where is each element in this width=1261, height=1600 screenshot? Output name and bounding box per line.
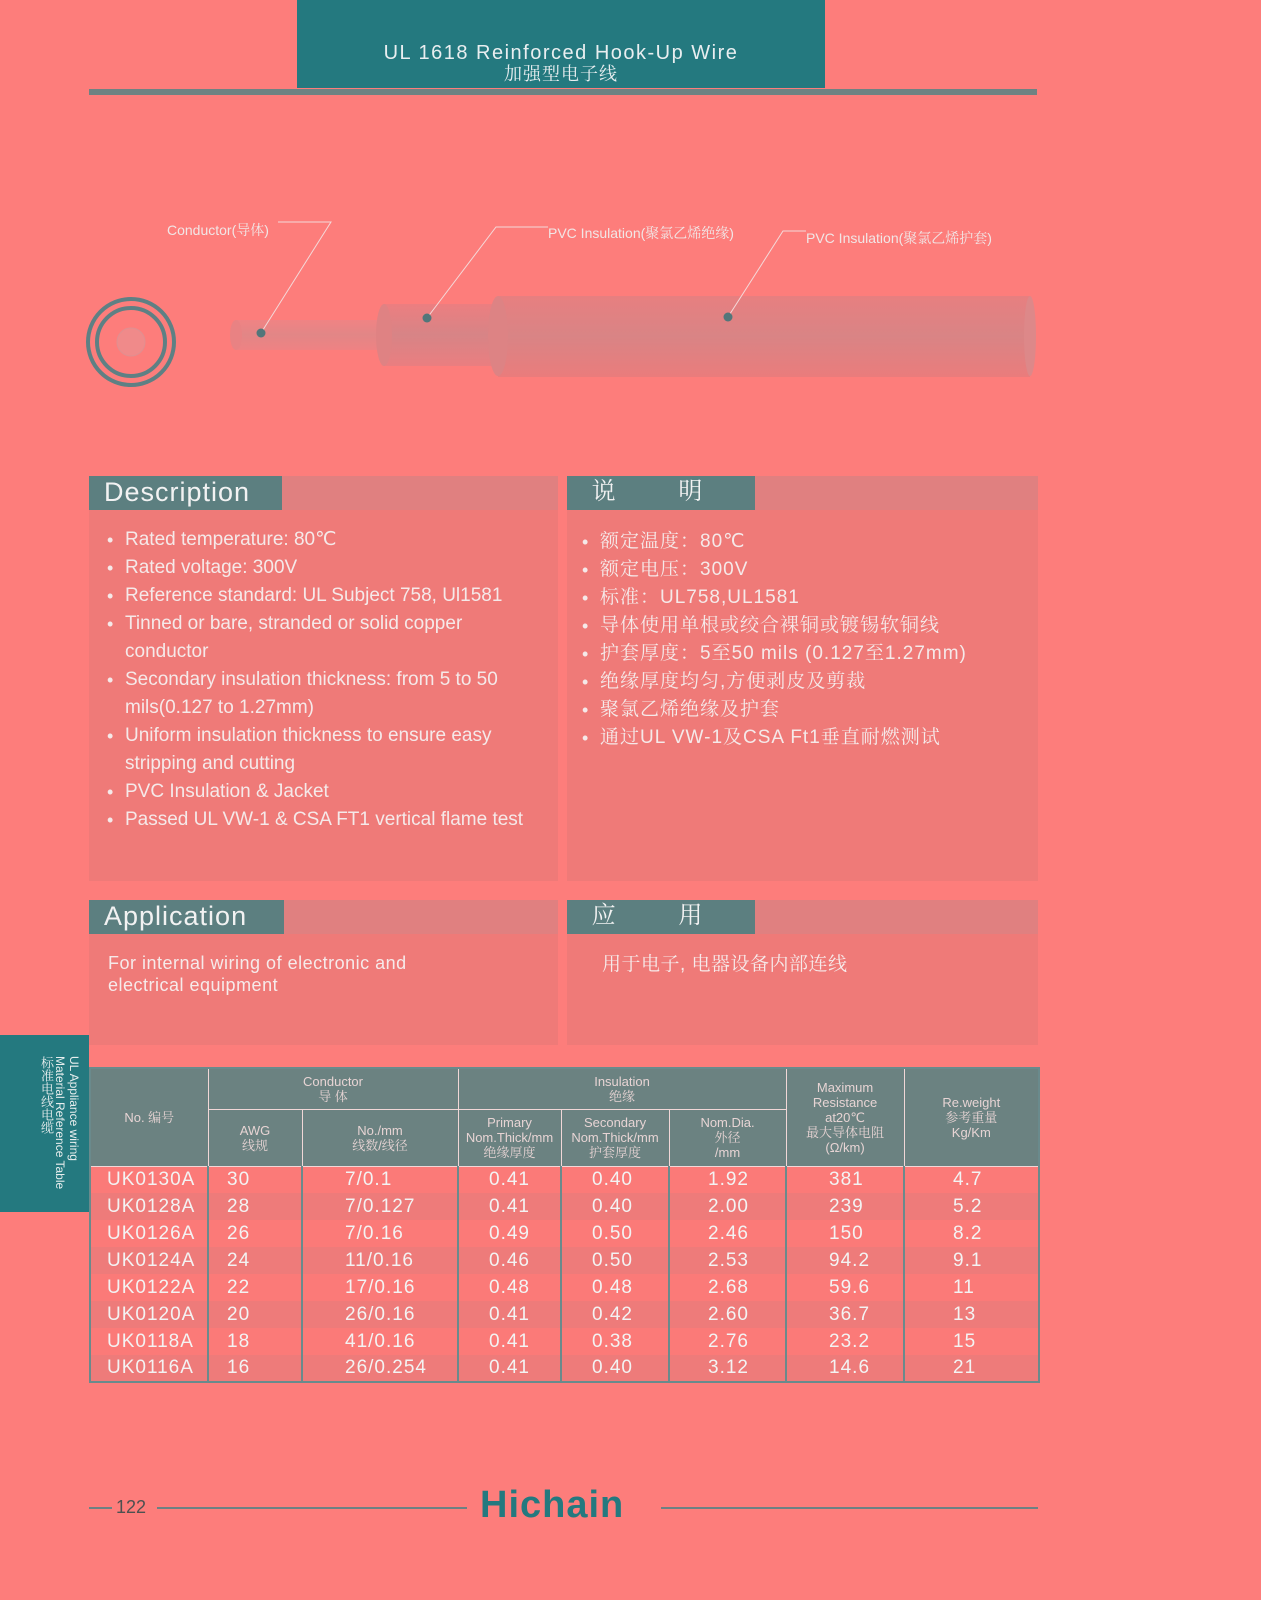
cell-diameter: 2.46 — [669, 1220, 786, 1247]
cell-strands: 7/0.127 — [302, 1193, 458, 1220]
cell-secondary: 0.42 — [561, 1301, 669, 1328]
header-weight: Re.weight 参考重量 Kg/Km — [904, 1068, 1039, 1166]
cell-model: UK0130A — [90, 1166, 208, 1193]
list-item: • 聚氯乙烯绝缘及护套 — [580, 696, 1030, 724]
footer-rule — [157, 1507, 467, 1509]
cell-primary: 0.41 — [458, 1355, 561, 1382]
description-list-cn — [580, 528, 1030, 752]
cell-primary: 0.41 — [458, 1328, 561, 1355]
page-number: 122 — [116, 1497, 147, 1517]
cell-diameter: 1.92 — [669, 1166, 786, 1193]
cell-primary: 0.41 — [458, 1193, 561, 1220]
brand-logo: Hichain — [480, 1484, 625, 1526]
table-row — [90, 1355, 1039, 1382]
header-max-resistance: Maximum Resistance at20℃ 最大导体电阻 (Ω/km) — [786, 1068, 904, 1166]
list-item: • Passed UL VW-1 & CSA FT1 vertical flame test — [105, 806, 545, 834]
description-panel-cn — [567, 476, 1038, 881]
cell-secondary: 0.50 — [561, 1247, 669, 1274]
cell-weight: 15 — [904, 1328, 1039, 1355]
cell-strands: 26/0.254 — [302, 1355, 458, 1382]
cell-model: UK0120A — [90, 1301, 208, 1328]
cell-resistance: 59.6 — [786, 1274, 904, 1301]
cell-resistance: 14.6 — [786, 1355, 904, 1382]
cell-diameter: 2.60 — [669, 1301, 786, 1328]
table-row — [90, 1220, 1039, 1247]
header-no-mm: No./mm 线数/线径 — [302, 1109, 458, 1166]
header-primary: Primary Nom.Thick/mm 绝缘厚度 — [458, 1109, 561, 1166]
cell-model: UK0126A — [90, 1220, 208, 1247]
cell-weight: 11 — [904, 1274, 1039, 1301]
cell-awg: 28 — [208, 1193, 302, 1220]
cell-secondary: 0.40 — [561, 1166, 669, 1193]
cell-primary: 0.41 — [458, 1166, 561, 1193]
list-item: • Tinned or bare, stranded or solid copper conductor — [105, 610, 545, 666]
cell-resistance: 94.2 — [786, 1247, 904, 1274]
callout-conductor: Conductor(导体) — [167, 222, 269, 238]
list-item: • 绝缘厚度均匀,方便剥皮及剪裁 — [580, 668, 1030, 696]
description-heading-cn: 说 明 — [567, 476, 755, 510]
list-item: • 护套厚度：5至50 mils (0.127至1.27mm) — [580, 640, 1030, 668]
list-item: • 额定温度：80℃ — [580, 528, 1030, 556]
cell-model: UK0124A — [90, 1247, 208, 1274]
cell-secondary: 0.48 — [561, 1274, 669, 1301]
cell-weight: 4.7 — [904, 1166, 1039, 1193]
cell-secondary: 0.50 — [561, 1220, 669, 1247]
cross-section-icon — [88, 299, 174, 385]
title-rule — [89, 89, 1037, 95]
table-row — [90, 1274, 1039, 1301]
cell-model: UK0122A — [90, 1274, 208, 1301]
cell-resistance: 381 — [786, 1166, 904, 1193]
cell-primary: 0.46 — [458, 1247, 561, 1274]
cell-awg: 30 — [208, 1166, 302, 1193]
cell-awg: 24 — [208, 1247, 302, 1274]
cell-awg: 26 — [208, 1220, 302, 1247]
cell-diameter: 3.12 — [669, 1355, 786, 1382]
cell-awg: 16 — [208, 1355, 302, 1382]
cell-awg: 20 — [208, 1301, 302, 1328]
header-nom-dia: Nom.Dia. 外径 /mm — [669, 1109, 786, 1166]
side-tab-line3: 标准电线电缆 — [39, 1056, 54, 1134]
cell-secondary: 0.40 — [561, 1193, 669, 1220]
title-en: UL 1618 Reinforced Hook-Up Wire — [383, 42, 739, 64]
description-heading-en: Description — [89, 476, 282, 510]
title-cn: 加强型电子线 — [504, 64, 618, 84]
list-item: • 导体使用单根或绞合裸铜或镀锡软铜线 — [580, 612, 1030, 640]
application-panel-en — [89, 900, 558, 1045]
header-awg: AWG 线规 — [208, 1109, 302, 1166]
list-item: • 通过UL VW-1及CSA Ft1垂直耐燃测试 — [580, 724, 1030, 752]
cell-strands: 11/0.16 — [302, 1247, 458, 1274]
cell-resistance: 150 — [786, 1220, 904, 1247]
cell-diameter: 2.68 — [669, 1274, 786, 1301]
list-item: • Uniform insulation thickness to ensure easy stripping and cutting — [105, 722, 545, 778]
cell-resistance: 239 — [786, 1193, 904, 1220]
list-item: • 额定电压：300V — [580, 556, 1030, 584]
cell-primary: 0.41 — [458, 1301, 561, 1328]
list-item: • Rated temperature: 80℃ — [105, 526, 545, 554]
cell-strands: 26/0.16 — [302, 1301, 458, 1328]
callout-insulation: PVC Insulation(聚氯乙烯绝缘) — [548, 225, 734, 241]
table-row — [90, 1166, 1039, 1193]
cell-secondary: 0.40 — [561, 1355, 669, 1382]
cell-strands: 7/0.1 — [302, 1166, 458, 1193]
side-tab-line2: Material Reference Table — [53, 1056, 67, 1190]
header-conductor: Conductor 导 体 — [208, 1068, 458, 1109]
side-tab-text — [41, 1056, 81, 1196]
cell-weight: 5.2 — [904, 1193, 1039, 1220]
cell-diameter: 2.76 — [669, 1328, 786, 1355]
title-tab — [297, 0, 825, 88]
cell-diameter: 2.53 — [669, 1247, 786, 1274]
application-text-en-2: electrical equipment — [108, 975, 279, 995]
cell-primary: 0.49 — [458, 1220, 561, 1247]
cell-weight: 13 — [904, 1301, 1039, 1328]
list-item: • Rated voltage: 300V — [105, 554, 545, 582]
list-item: • Reference standard: UL Subject 758, Ul1581 — [105, 582, 545, 610]
side-tab-line1: UL Appliance wiring — [67, 1056, 81, 1161]
cell-strands: 41/0.16 — [302, 1328, 458, 1355]
table-row — [90, 1328, 1039, 1355]
conductor-shape — [230, 320, 396, 350]
cell-weight: 21 — [904, 1355, 1039, 1382]
cell-model: UK0116A — [90, 1355, 208, 1382]
cell-weight: 8.2 — [904, 1220, 1039, 1247]
spec-table-body — [90, 1166, 1039, 1382]
cell-secondary: 0.38 — [561, 1328, 669, 1355]
cell-model: UK0128A — [90, 1193, 208, 1220]
application-heading-cn: 应 用 — [567, 900, 755, 934]
header-insulation: Insulation 绝缘 — [458, 1068, 786, 1109]
cell-strands: 7/0.16 — [302, 1220, 458, 1247]
callout-jacket: PVC Insulation(聚氯乙烯护套) — [806, 230, 992, 246]
cell-model: UK0118A — [90, 1328, 208, 1355]
cell-diameter: 2.00 — [669, 1193, 786, 1220]
list-item: • Secondary insulation thickness: from 5 to 50 mils(0.127 to 1.27mm) — [105, 666, 545, 722]
description-panel-en — [89, 476, 558, 881]
list-item: • 标准：UL758,UL1581 — [580, 584, 1030, 612]
cell-awg: 18 — [208, 1328, 302, 1355]
description-list-en — [105, 526, 545, 834]
cell-weight: 9.1 — [904, 1247, 1039, 1274]
application-text-cn: 用于电子, 电器设备内部连线 — [602, 954, 848, 975]
cable-diagram — [0, 200, 1261, 420]
jacket-shape — [488, 296, 1036, 377]
cell-primary: 0.48 — [458, 1274, 561, 1301]
footer-rule — [661, 1507, 1038, 1509]
table-row — [90, 1247, 1039, 1274]
cell-resistance: 23.2 — [786, 1328, 904, 1355]
application-heading-en: Application — [89, 900, 284, 934]
spec-table — [89, 1067, 1040, 1383]
footer-rule — [89, 1507, 112, 1509]
table-row — [90, 1193, 1039, 1220]
header-secondary: Secondary Nom.Thick/mm 护套厚度 — [561, 1109, 669, 1166]
header-no: No. 编号 — [90, 1068, 208, 1166]
cell-strands: 17/0.16 — [302, 1274, 458, 1301]
cell-awg: 22 — [208, 1274, 302, 1301]
application-panel-cn — [567, 900, 1038, 1045]
cell-resistance: 36.7 — [786, 1301, 904, 1328]
list-item: • PVC Insulation & Jacket — [105, 778, 545, 806]
application-text-en-1: For internal wiring of electronic and — [108, 953, 407, 973]
table-row — [90, 1301, 1039, 1328]
